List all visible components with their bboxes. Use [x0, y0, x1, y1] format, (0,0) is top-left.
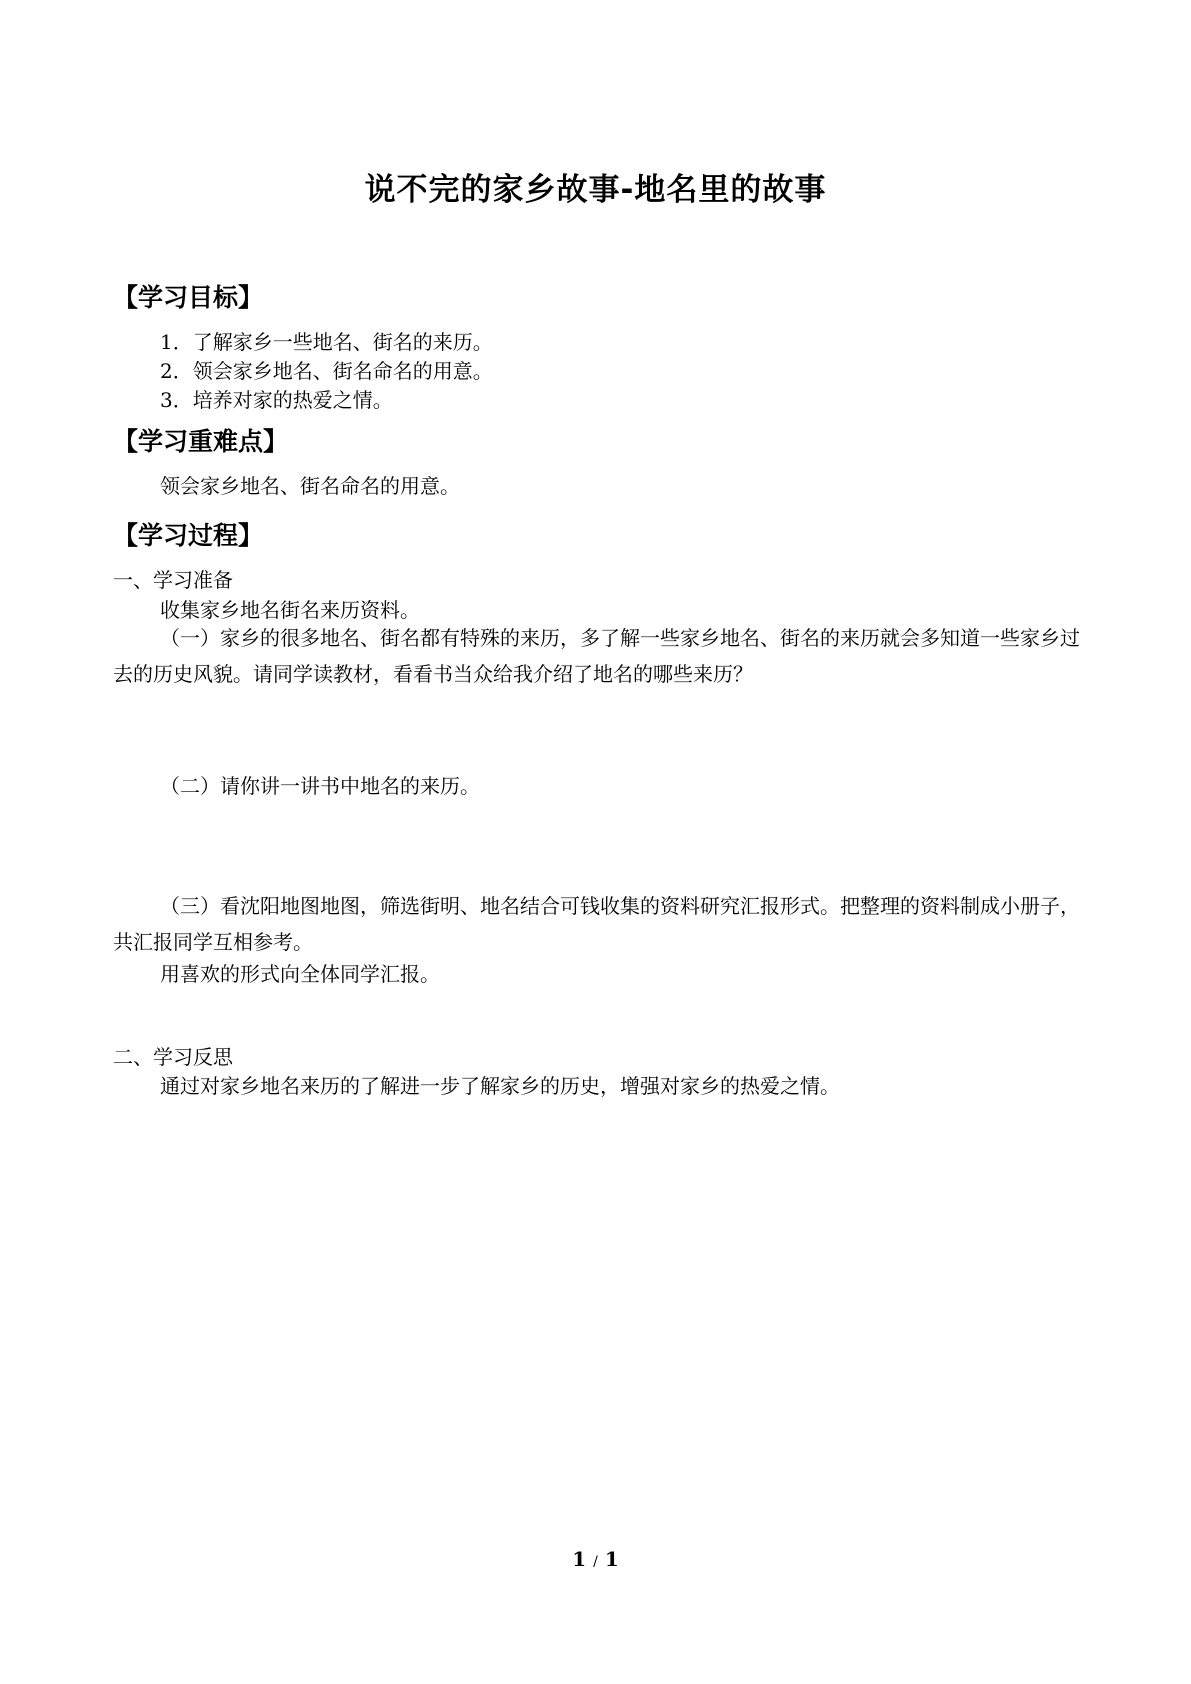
current-page: 1 — [572, 1547, 587, 1571]
section1-part1: （一）家乡的很多地名、街名都有特殊的来历，多了解一些家乡地名、街名的来历就会多知道一些家乡过去的历史风貌。请同学读教材，看看书当众给我介绍了地名的哪些来历？ — [113, 626, 1080, 686]
section1-part2: （二）请你讲一讲书中地名的来历。 — [160, 774, 480, 798]
section1-part3: （三）看沈阳地图地图，筛选街明、地名结合可钱收集的资料研究汇报形式。把整理的资料制成小册子，共汇报同学互相参考。 — [113, 894, 1080, 954]
goal-item-2: 2．领会家乡地名、街名命名的用意。 — [160, 359, 493, 383]
section2-heading: 二、学习反思 — [113, 1045, 233, 1069]
process-heading: 【学习过程】 — [113, 521, 264, 550]
section1-intro: 收集家乡地名街名来历资料。 — [160, 598, 420, 622]
key-points-text: 领会家乡地名、街名命名的用意。 — [160, 474, 460, 498]
goal-item-3: 3．培养对家的热爱之情。 — [160, 388, 393, 412]
page-number — [0, 1545, 1191, 1576]
goals-heading: 【学习目标】 — [113, 283, 264, 312]
key-points-heading: 【学习重难点】 — [113, 427, 289, 456]
section1-heading: 一、学习准备 — [113, 568, 233, 592]
page-separator: / — [593, 1554, 598, 1570]
document-title: 说不完的家乡故事-地名里的故事 — [364, 172, 827, 208]
section1-part3-follow: 用喜欢的形式向全体同学汇报。 — [160, 962, 440, 986]
total-pages: 1 — [604, 1547, 619, 1571]
goal-item-1: 1．了解家乡一些地名、街名的来历。 — [160, 330, 493, 354]
section2-text: 通过对家乡地名来历的了解进一步了解家乡的历史，增强对家乡的热爱之情。 — [160, 1074, 840, 1098]
